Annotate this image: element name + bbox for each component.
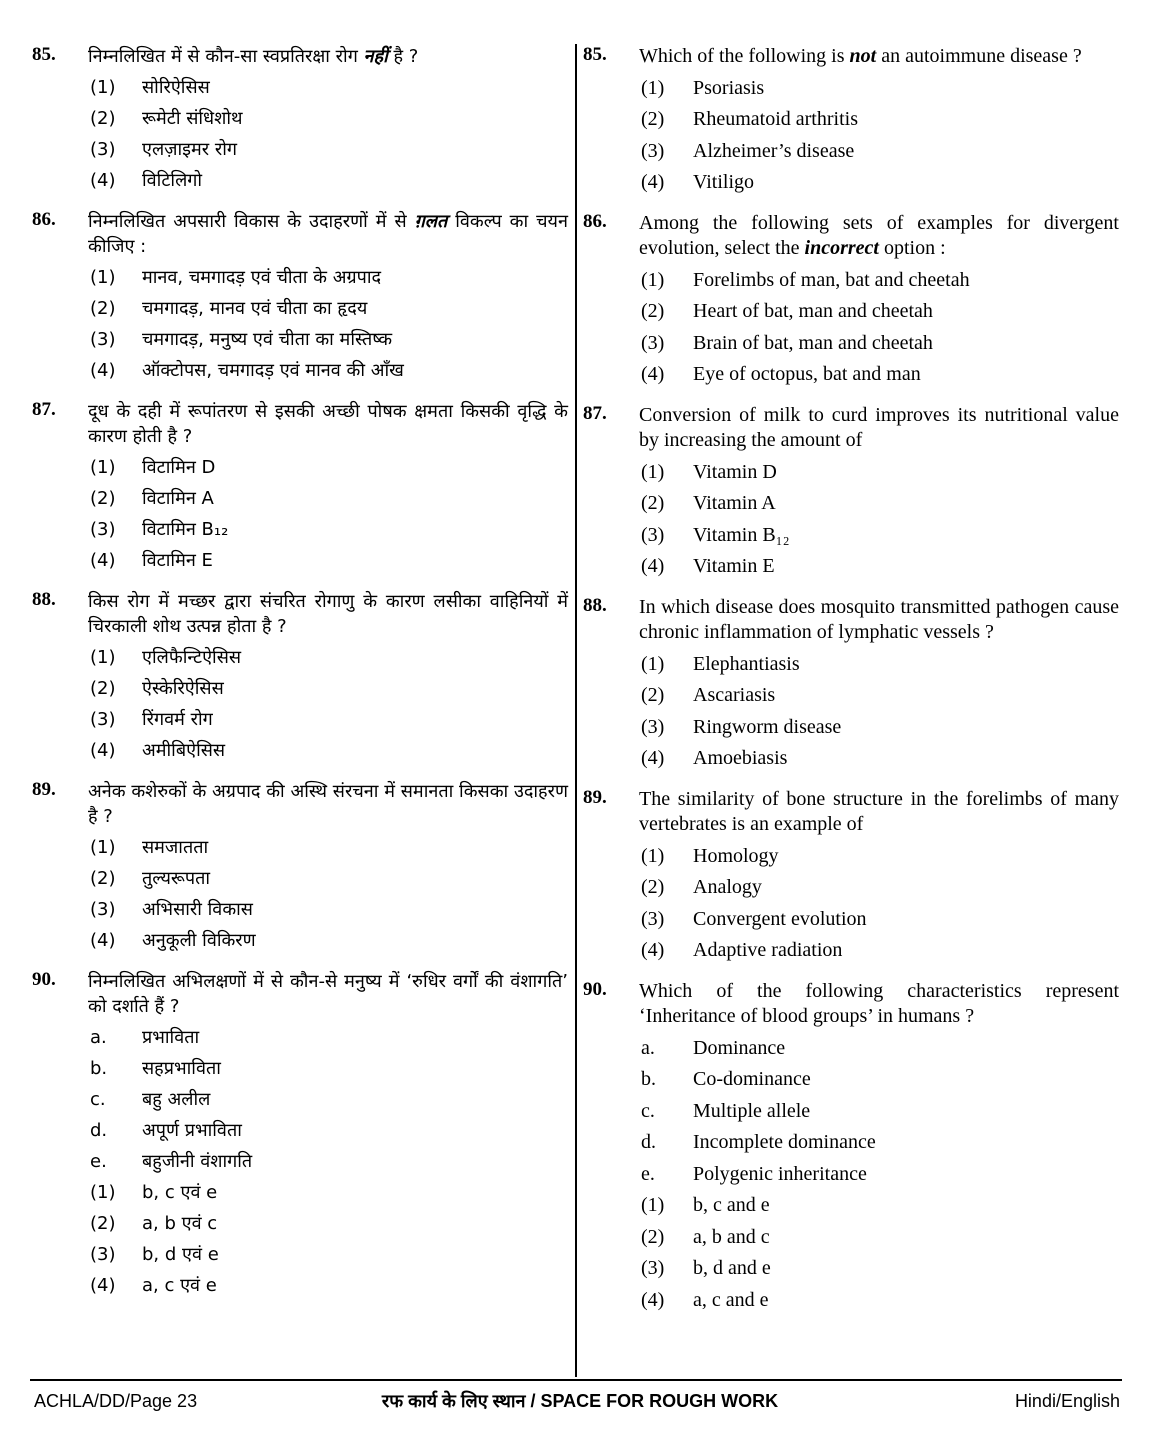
option	[90, 1273, 568, 1298]
option-label: (1)	[641, 76, 665, 99]
option-text: Eye of octopus, bat and man	[693, 363, 921, 385]
option	[641, 1130, 1119, 1155]
question-text-part: Conversion of milk to curd improves its nutritional value by increasing the amount of	[639, 404, 1119, 451]
option	[90, 455, 568, 480]
option	[641, 1162, 1119, 1187]
option-label: e.	[90, 1151, 107, 1172]
option	[90, 106, 568, 131]
option-text: अनुकूली विकिरण	[142, 930, 256, 951]
question-text	[88, 38, 568, 69]
option	[90, 1211, 568, 1236]
rough-work-label: रफ कार्य के लिए स्थान / SPACE FOR ROUGH WORK	[381, 1391, 779, 1411]
option-text: विटामिन E	[142, 550, 213, 571]
option-text: Vitamin E	[693, 555, 775, 577]
question-text	[88, 393, 568, 449]
option	[90, 1180, 568, 1205]
question	[583, 38, 1119, 195]
option-label: b.	[641, 1068, 656, 1090]
footer-rule	[30, 1379, 1122, 1381]
option-label: a.	[641, 1036, 655, 1059]
option-label: (1)	[90, 1182, 116, 1203]
option-label: (1)	[90, 837, 116, 858]
option	[90, 1056, 568, 1081]
option-text: Alzheimer’s disease	[693, 139, 855, 162]
option-text: Dominance	[693, 1036, 786, 1059]
option-label: (3)	[90, 1244, 116, 1265]
question-text-part: है ?	[387, 46, 419, 67]
option-text: समजातता	[142, 837, 209, 858]
option-label: (3)	[641, 139, 665, 162]
option-label: (3)	[90, 139, 116, 160]
question	[583, 589, 1119, 771]
option-text: Ascariasis	[693, 684, 776, 706]
option-label: (1)	[641, 460, 665, 483]
question	[32, 38, 568, 193]
option	[641, 907, 1119, 932]
option	[90, 168, 568, 193]
question-text-part: Among the following sets of examples for divergent evolution, select the	[639, 212, 1119, 259]
option	[641, 652, 1119, 677]
question-number: 90.	[583, 979, 607, 1000]
english-column	[583, 38, 1119, 1323]
option	[641, 460, 1119, 485]
option-label: (1)	[641, 268, 665, 291]
option-text: Vitamin D	[693, 460, 777, 483]
option-label: (2)	[641, 492, 665, 514]
option	[90, 1087, 568, 1112]
question-text-part: अनेक कशेरुकों के अग्रपाद की अस्थि संरचना में समानता किसका उदाहरण है ?	[88, 781, 568, 827]
question-emphasis: ग़लत	[414, 211, 448, 232]
option-label: (4)	[90, 360, 116, 381]
option-label: (4)	[641, 1288, 665, 1311]
option-label: d.	[641, 1131, 656, 1153]
option-text: अपूर्ण प्रभाविता	[142, 1120, 242, 1141]
option-text: बहु अलील	[142, 1089, 211, 1110]
option	[90, 1242, 568, 1267]
option	[641, 1225, 1119, 1250]
question-emphasis: not	[849, 45, 877, 67]
option-text: ऑक्टोपस, चमगादड़ एवं मानव की आँख	[142, 360, 404, 381]
question-number: 88.	[583, 595, 607, 616]
option-text: Multiple allele	[693, 1099, 811, 1122]
option	[90, 517, 568, 542]
option	[90, 75, 568, 100]
option	[90, 676, 568, 701]
option	[641, 523, 1119, 548]
option-text: Elephantiasis	[693, 652, 800, 675]
option-label: (3)	[90, 709, 116, 730]
option-label: (4)	[90, 550, 116, 571]
question	[583, 205, 1119, 387]
option-label: (2)	[90, 488, 116, 509]
option-label: (2)	[90, 678, 116, 699]
option	[641, 875, 1119, 900]
option-text: a, b एवं c	[142, 1213, 218, 1234]
option	[90, 265, 568, 290]
option-label: (3)	[641, 715, 665, 738]
option	[90, 486, 568, 511]
option	[641, 491, 1119, 516]
option-text: अभिसारी विकास	[142, 899, 253, 920]
option-label: (4)	[641, 747, 665, 769]
option-label: (2)	[641, 1225, 665, 1248]
question-text-part: an autoimmune disease ?	[876, 45, 1082, 67]
question-number: 87.	[583, 403, 607, 424]
question-number: 89.	[583, 787, 607, 808]
question-number: 85.	[32, 44, 56, 65]
option-text: Polygenic inheritance	[693, 1162, 867, 1185]
question-number: 86.	[32, 209, 56, 230]
option	[90, 707, 568, 732]
option-text: ऐस्केरिऐसिस	[142, 678, 224, 699]
option-label: (3)	[90, 329, 116, 350]
option-label: (4)	[90, 930, 116, 951]
option-label: (2)	[90, 108, 116, 129]
option	[90, 137, 568, 162]
option-text: सहप्रभाविता	[142, 1058, 221, 1079]
option	[641, 1193, 1119, 1218]
question	[32, 963, 568, 1298]
option	[90, 1025, 568, 1050]
option-label: (2)	[90, 298, 116, 319]
question-number: 88.	[32, 589, 56, 610]
question-text-part: निम्नलिखित अपसारी विकास के उदाहरणों में से	[88, 211, 415, 232]
option-label: a.	[90, 1027, 107, 1048]
option	[641, 170, 1119, 195]
question-text-part: निम्नलिखित अभिलक्षणों में से कौन-से मनुष्य में ‘रुधिर वर्गों की वंशागति’ को दर्शाते हैं ?	[88, 971, 568, 1017]
option	[641, 1256, 1119, 1281]
option	[641, 683, 1119, 708]
option	[90, 835, 568, 860]
option-text: तुल्यरूपता	[142, 868, 211, 889]
option-label: (3)	[641, 331, 665, 354]
option	[90, 897, 568, 922]
option-label: (1)	[90, 457, 116, 478]
hindi-column	[32, 38, 568, 1308]
option	[641, 107, 1119, 132]
option-label: (3)	[90, 519, 116, 540]
option-text: Vitamin A	[693, 492, 776, 514]
question-text-part: विकल्प का चयन कीजिए :	[88, 211, 568, 257]
question-text-part: In which disease does mosquito transmitted pathogen cause chronic inflammation of lymphatic vessels ?	[639, 596, 1119, 643]
question-text-part: निम्नलिखित में से कौन-सा स्वप्रतिरक्षा रोग	[88, 46, 364, 67]
option-label: (4)	[641, 171, 665, 193]
question-text	[88, 583, 568, 639]
option	[90, 296, 568, 321]
question-emphasis: नहीं	[363, 46, 388, 67]
question-text	[639, 38, 1119, 69]
option	[641, 331, 1119, 356]
language-label: Hindi/English	[1014, 1391, 1120, 1411]
option-label: (1)	[90, 267, 116, 288]
question-text-part: किस रोग में मच्छर द्वारा संचरित रोगाणु के कारण लसीका वाहिनियों में चिरकाली शोथ उत्पन्न होता है ?	[88, 591, 568, 637]
option-text: Rheumatoid arthritis	[693, 108, 858, 130]
option-text: Heart of bat, man and cheetah	[693, 300, 933, 322]
option-label: d.	[90, 1120, 108, 1141]
question-text-part: दूध के दही में रूपांतरण से इसकी अच्छी पोषक क्षमता किसकी वृद्धि के कारण होती है ?	[88, 401, 568, 447]
option-label: (1)	[90, 77, 116, 98]
option-text: Brain of bat, man and cheetah	[693, 331, 933, 354]
option-label: (3)	[641, 907, 665, 930]
option-label: (1)	[641, 1194, 665, 1216]
option	[90, 866, 568, 891]
option-label: (3)	[90, 899, 116, 920]
option	[90, 645, 568, 670]
question-number: 90.	[32, 969, 56, 990]
option	[641, 362, 1119, 387]
option-text: Forelimbs of man, bat and cheetah	[693, 268, 970, 291]
option	[641, 1067, 1119, 1092]
question	[32, 203, 568, 383]
question-number: 87.	[32, 399, 56, 420]
option-text: Homology	[693, 844, 779, 867]
question-text-part: The similarity of bone structure in the forelimbs of many vertebrates is an example of	[639, 788, 1119, 835]
option	[641, 1036, 1119, 1061]
option-text: a, b and c	[693, 1225, 770, 1248]
option-text: बहुजीनी वंशागति	[142, 1151, 253, 1172]
option-label: (2)	[641, 876, 665, 898]
option	[641, 1099, 1119, 1124]
option-text: b, d and e	[693, 1257, 771, 1279]
option-label: (3)	[641, 523, 665, 546]
question	[32, 393, 568, 573]
option-label: e.	[641, 1162, 655, 1185]
question-emphasis: incorrect	[804, 237, 879, 259]
option-text: a, c एवं e	[142, 1275, 217, 1296]
option-text: रूमेटी संधिशोथ	[142, 108, 243, 129]
question	[583, 973, 1119, 1313]
option-label: b.	[90, 1058, 108, 1079]
option	[90, 928, 568, 953]
option-text: विटामिन D	[142, 457, 216, 478]
option-text: सोरिऐसिस	[142, 77, 210, 98]
question-text	[639, 397, 1119, 453]
option	[641, 299, 1119, 324]
question-text	[88, 963, 568, 1019]
option-text: b, d एवं e	[142, 1244, 219, 1265]
option-text: प्रभाविता	[142, 1027, 200, 1048]
option-label: (1)	[641, 652, 665, 675]
option	[641, 715, 1119, 740]
option	[90, 548, 568, 573]
option-text: Psoriasis	[693, 76, 765, 99]
option-text: एलज़ाइमर रोग	[142, 139, 238, 160]
option-label: (1)	[641, 844, 665, 867]
option	[641, 1288, 1119, 1313]
option-text: Vitamin B₁₂	[693, 523, 790, 546]
option-text: विटामिन B₁₂	[142, 519, 229, 540]
option-label: (4)	[90, 740, 116, 761]
question-text	[88, 773, 568, 829]
question-text	[639, 973, 1119, 1029]
option-text: विटामिन A	[142, 488, 214, 509]
option-label: (3)	[641, 1257, 665, 1279]
option-text: Vitiligo	[693, 171, 755, 193]
option-label: (2)	[90, 1213, 116, 1234]
question-text-part: Which of the following characteristics represent ‘Inheritance of blood groups’ in humans ?	[639, 980, 1119, 1027]
question	[32, 583, 568, 763]
option-text: रिंगवर्म रोग	[142, 709, 213, 730]
option	[641, 76, 1119, 101]
option-text: Analogy	[693, 876, 762, 898]
question	[583, 397, 1119, 579]
question-number: 89.	[32, 779, 56, 800]
option-text: a, c and e	[693, 1288, 769, 1311]
option	[90, 327, 568, 352]
option-text: Co-dominance	[693, 1068, 811, 1090]
option-text: Adaptive radiation	[693, 939, 843, 961]
question	[32, 773, 568, 953]
option-label: (1)	[90, 647, 116, 668]
option	[641, 938, 1119, 963]
option-label: (4)	[641, 555, 665, 577]
option-text: b, c एवं e	[142, 1182, 218, 1203]
option-text: b, c and e	[693, 1194, 770, 1216]
option-label: (4)	[641, 939, 665, 961]
option-label: (2)	[641, 108, 665, 130]
option-text: Ringworm disease	[693, 715, 842, 738]
page-identifier: ACHLA/DD/Page 23	[34, 1391, 198, 1411]
option-text: चमगादड़, मानव एवं चीता का हृदय	[142, 298, 368, 319]
option	[90, 1118, 568, 1143]
option	[90, 358, 568, 383]
option-label: (2)	[641, 300, 665, 322]
question-number: 86.	[583, 211, 607, 232]
option-label: (4)	[90, 1275, 116, 1296]
option	[90, 738, 568, 763]
question-text	[639, 589, 1119, 645]
option-label: c.	[90, 1089, 106, 1110]
column-divider	[575, 44, 577, 1377]
option	[90, 1149, 568, 1174]
question-text-part: option :	[878, 237, 946, 259]
option-label: (2)	[641, 684, 665, 706]
option-text: Convergent evolution	[693, 907, 867, 930]
option	[641, 554, 1119, 579]
option-text: विटिलिगो	[142, 170, 203, 191]
option	[641, 746, 1119, 771]
option-label: (2)	[90, 868, 116, 889]
option	[641, 844, 1119, 869]
option	[641, 139, 1119, 164]
question-text-part: Which of the following is	[639, 45, 850, 67]
option-text: चमगादड़, मनुष्य एवं चीता का मस्तिष्क	[142, 329, 393, 350]
option-label: c.	[641, 1099, 655, 1122]
question	[583, 781, 1119, 963]
option-label: (4)	[90, 170, 116, 191]
question-text	[88, 203, 568, 259]
question-text	[639, 205, 1119, 261]
option-text: Amoebiasis	[693, 747, 788, 769]
option-text: Incomplete dominance	[693, 1131, 876, 1153]
question-text	[639, 781, 1119, 837]
option-text: मानव, चमगादड़ एवं चीता के अग्रपाद	[142, 267, 382, 288]
option-text: अमीबिऐसिस	[142, 740, 226, 761]
question-number: 85.	[583, 44, 607, 65]
option	[641, 268, 1119, 293]
option-text: एलिफैन्टिऐसिस	[142, 647, 242, 668]
option-label: (4)	[641, 363, 665, 385]
